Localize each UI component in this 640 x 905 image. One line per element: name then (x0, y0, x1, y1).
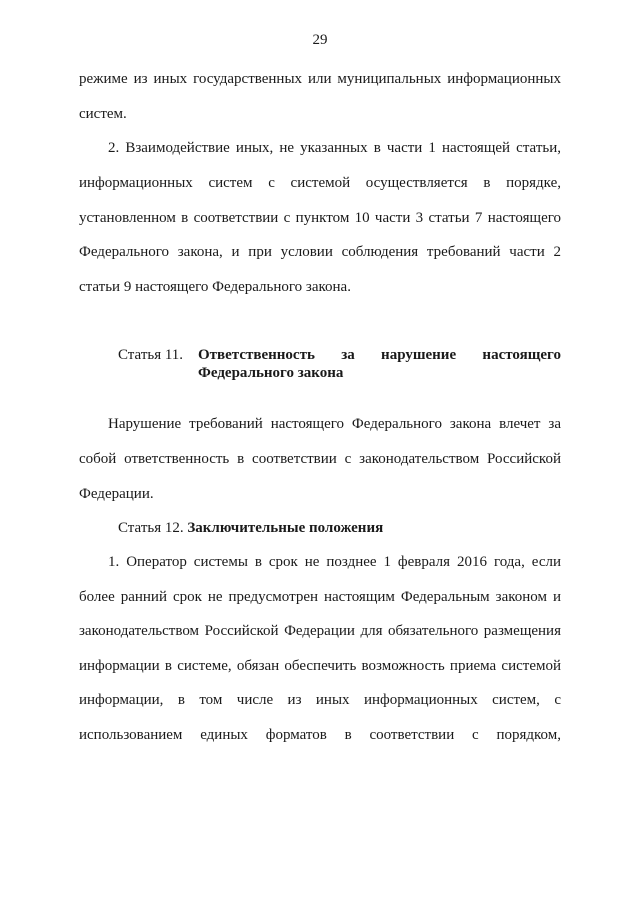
text-line: 2. Взаимодействие иных, не указанных в части 1 настоящей статьи, (108, 140, 561, 156)
article-11-title-line: Федерального закона (198, 365, 344, 381)
article-11-title-line: Ответственность за нарушение настоящего (198, 347, 561, 363)
article-12-heading (118, 519, 383, 537)
text-line: собой ответственность в соответствии с законодательством Российской (79, 451, 561, 467)
text-line: информации, в том числе из иных информационных систем, с (79, 692, 561, 708)
text-line: 1. Оператор системы в срок не позднее 1 февраля 2016 года, если (108, 554, 561, 570)
text-line: Федерального закона, и при условии соблюдения требований части 2 (79, 244, 561, 260)
text-line: систем. (79, 106, 127, 122)
text-line: установленном в соответствии с пунктом 10 части 3 статьи 7 настоящего (79, 210, 561, 226)
text-line: использованием единых форматов в соответствии с порядком, (79, 727, 561, 743)
text-line: Нарушение требований настоящего Федерального закона влечет за (108, 416, 561, 432)
article-12-label: Статья 12. (118, 520, 184, 536)
text-line: информации в системе, обязан обеспечить возможность приема системой (79, 658, 561, 674)
text-line: статьи 9 настоящего Федерального закона. (79, 279, 351, 295)
text-line: Федерации. (79, 486, 154, 502)
article-12-title: Заключительные положения (187, 520, 384, 536)
article-11-label: Статья 11. (118, 347, 184, 363)
text-line: законодательством Российской Федерации для обязательного размещения (79, 623, 561, 639)
text-line: режиме из иных государственных или муниципальных информационных (79, 71, 561, 87)
page-number: 29 (312, 32, 328, 48)
text-line: информационных систем с системой осуществляется в порядке, (79, 175, 561, 191)
text-line: более ранний срок не предусмотрен настоящим Федеральным законом и (79, 589, 561, 605)
